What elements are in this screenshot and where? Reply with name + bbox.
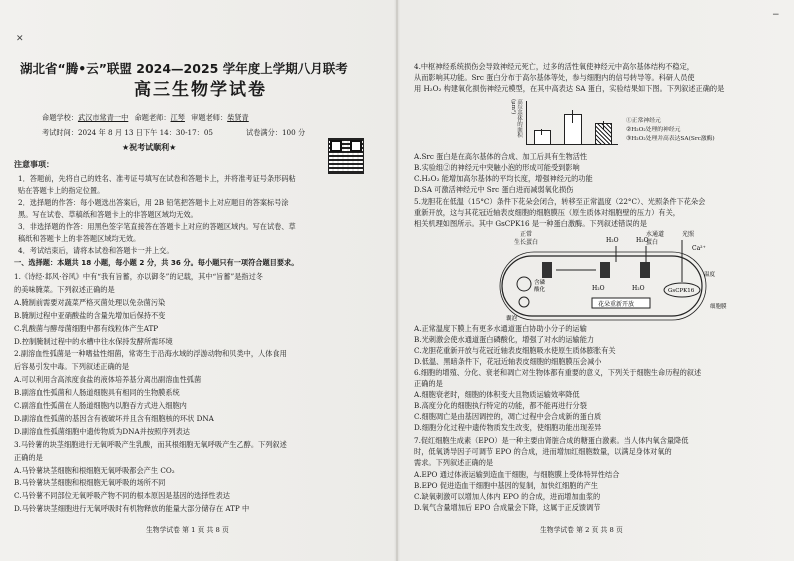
- notice-line: 黑。写在试卷、草稿纸和答题卡上的非答题区域均无效。: [18, 210, 198, 219]
- notice-line: 1．答题前，先将自己的姓名、准考证号填写在试卷和答题卡上，并将准考证号条形码粘: [18, 174, 296, 183]
- question-line: C.乳酸菌与酵母菌细胞中都有线粒体产生ATP: [14, 323, 159, 333]
- label-h2o-top-2: H₂O: [636, 237, 649, 244]
- question-line: B.马铃薯块茎细胞和根细胞无氧呼吸的场所不同: [14, 478, 166, 488]
- label-h2o-bottom-2: H₂O: [632, 285, 645, 292]
- question-line: A.马铃薯块茎细胞和根细胞无氧呼吸都会产生 CO₂: [14, 465, 175, 475]
- question-line: C.细胞凋亡是由基因调控的，凋亡过程中会合成新的蛋白质: [414, 412, 602, 421]
- question-line: B.高度分化的细胞执行特定的功能，都不能再进行分裂: [414, 401, 587, 410]
- option-line: A.Src 蛋白是在高尔基体的合成、加工后具有生物活性: [414, 152, 588, 161]
- question-line: 2.副溶血性弧菌是一种嗜盐性细菌，常寄生于沿海水域的浮游动物和贝类中，人体食用: [14, 349, 287, 359]
- chart-legend-entry: ②H₂O₂处理的神经元: [626, 127, 681, 133]
- exam-subtitle: 高三生物学试卷: [134, 80, 267, 100]
- exam-time: 考试时间：2024 年 8 月 13 日下午 14：30-17：05: [42, 128, 213, 137]
- chart-bar: [595, 123, 612, 145]
- golgi-bar-chart: [508, 99, 768, 151]
- chart-error-bar: [541, 129, 542, 136]
- water-channel-block-2: [640, 262, 650, 278]
- question-line: C.马铃薯不同部位无氧呼吸产物不同的根本原因是基因的选择性表达: [14, 491, 230, 501]
- chart-error-bar: [572, 110, 573, 123]
- question-line: D.马铃薯块茎细胞进行无氧呼吸时有机物释放的能量大部分储存在 ATP 中: [14, 504, 250, 514]
- page-fold: [396, 0, 398, 561]
- question-line: 6.细胞的增殖、分化、衰老和凋亡对生物体都有重要的意义，下列关于细胞生命历程的叙述: [414, 368, 702, 377]
- question-line: C.缺氧刺激可以增加人体内 EPO 的合成，进而增加血浆的: [414, 492, 601, 501]
- option-line: A.正常温度下膜上有更多水通道蛋白协助小分子的运输: [414, 324, 587, 333]
- chart-legend-entry: ①正常神经元: [626, 118, 661, 124]
- option-line: D.低温、黑暗条件下，花冠近轴表皮细胞的细胞膜压会减小: [414, 357, 602, 366]
- question-line: 时，低氧诱导因子可调节 EPO 的合成，进而增加红细胞数量，以满足身体对氧的: [414, 447, 672, 457]
- question-line: 1.《诗经·邶风·谷风》中有“我有旨蓄，亦以御冬”的记载，其中“旨蓄”是指过冬: [14, 272, 263, 281]
- right-page: [408, 0, 786, 561]
- question-line: 重新开放，这与其花冠近轴表皮细胞的细胞膜压（原生质体对细胞壁的压力）有关，: [414, 208, 680, 217]
- option-line: B.光刺激会使水通道蛋白磷酸化，增强了对水的运输能力: [414, 335, 595, 344]
- option-line: D.SA 可激活神经元中 Src 蛋白进而减弱氧化损伤: [414, 185, 574, 194]
- question-line: B.腌制过程中亚硝酸盐的含量先增加后保持不变: [14, 310, 166, 320]
- option-line: C.H₂O₂ 能增加高尔基体的平均长度，增强神经元的功能: [414, 174, 593, 183]
- label-temperature: 温度: [704, 272, 716, 278]
- question-line: A.EPO 通过体液运输到造血干细胞，与细胞膜上受体特异性结合: [414, 469, 620, 479]
- question-line: D.氧气含量增加后 EPO 合成量会下降，这属于正反馈调节: [414, 503, 601, 513]
- question-line: 4.中枢神经系统损伤会导致神经元死亡，过多的活性氧使神经元中高尔基体结构不稳定，: [414, 62, 694, 71]
- option-line: B.实验组②的神经元中突触小泡的形成可能受到影响: [414, 163, 580, 172]
- label-flower-open: 花朵重新开放: [598, 301, 635, 308]
- label-h2o-bottom-1: H₂O: [592, 285, 605, 292]
- chart-error-bar: [603, 121, 604, 130]
- label-water-channel-protein: 蛋白: [646, 239, 659, 246]
- notice-line: 2．选择题的作答：每小题选出答案后，用 2B 铅笔把答题卡上对应题目的答案标号涂: [18, 198, 289, 207]
- label-normal: 正常: [520, 231, 533, 238]
- author-line: 命题学校：武汉市常青一中 命题老师：江琴 审题老师：柴贤青: [42, 113, 249, 122]
- chart-ylabel: 高尔基体的面积(μm²): [510, 99, 522, 138]
- label-cell-membrane: 细胞膜: [710, 304, 727, 310]
- question-line: D.副溶血性弧菌细胞中遗传物质为DNA并按照序列表达: [14, 426, 190, 436]
- vesicle-shape: [517, 277, 531, 291]
- question-line: 3.马铃薯的块茎细胞进行无氧呼吸产生乳酸，而其根细胞无氧呼吸产生乙醇。下列叙述: [14, 439, 287, 449]
- label-calcium: Ca²⁺: [692, 245, 706, 252]
- question-line: B.副溶血性弧菌和人肠道细胞具有相同的生物膜系统: [14, 388, 180, 398]
- label-vesicle-golgi: 囊泡: [506, 316, 518, 322]
- question-line: B.EPO 促进造血干细胞中基因的复制，加快红细胞的产生: [414, 480, 598, 490]
- question-line: 7.促红细胞生成素（EPO）是一种主要由肾脏合成的糖蛋白激素。当人体内氧含量降低: [414, 436, 689, 445]
- question-line: A.腌制前需要对蔬菜严格灭菌处理以免杂菌污染: [14, 297, 166, 307]
- question-line: A.可以利用含高浓度食盐的液体培养基分离出副溶血性弧菌: [14, 375, 202, 385]
- label-growth-protein: 生长蛋白: [514, 239, 539, 246]
- notice-line: 贴在答题卡上的指定位置。: [18, 186, 105, 195]
- left-page: [10, 0, 388, 561]
- growth-protein-block: [542, 262, 552, 278]
- chart-legend-entry: ③H₂O₂处理并高表达SA(Src激酶): [626, 136, 715, 142]
- label-h2o-top-1: H₂O: [606, 237, 619, 244]
- notice-line: 稿纸和答题卡上的非答题区域均无效。: [18, 234, 141, 243]
- label-acidified: 酸化: [534, 287, 546, 293]
- question-line: 需求。下列叙述正确的是: [414, 458, 494, 468]
- vesicle-shape-2: [519, 297, 529, 307]
- question-line: D.控制腌制过程中的水槽中往水保持发酵所需环境: [14, 336, 173, 346]
- wish-line: ★祝考试顺利★: [122, 143, 177, 152]
- question-line: C.副溶血性弧菌在人肠道细胞内以胞吞方式进入细胞内: [14, 401, 187, 410]
- notice-line: 3．非选择题的作答：用黑色签字笔直接答在答题卡上对应的答题区域内。写在试卷、草: [18, 222, 296, 231]
- chart-y-axis: [526, 101, 527, 145]
- question-line: 从而影响其功能。Src 蛋白分布于高尔基体等处，参与细胞内的信号转导等。科研人员使: [414, 73, 695, 82]
- scan-mark-right: −: [772, 10, 780, 20]
- question-line: D.副溶血性弧菌的基因含有被破坏并且含有细胞核的环状 DNA: [14, 413, 214, 423]
- question-line: 正确的是: [414, 379, 443, 388]
- question-line: 用 H₂O₂ 构建氧化损伤神经元模型，在其中高表达 SA 蛋白，实验结果如下图。下列叙述正确的是: [414, 84, 725, 93]
- question-line: 5.龙胆花在低温（15°C）条件下花朵会闭合，转移至正常温度（22°C）、光照条件下花朵会: [414, 197, 706, 206]
- left-footer: 生物学试卷 第 1 页 共 8 页: [146, 526, 229, 534]
- exam-score: 试卷满分：100 分: [246, 128, 306, 137]
- label-light: 光照: [682, 231, 695, 238]
- chart-plot-area: [526, 101, 618, 145]
- option-line: C.龙胆花重新开放与花冠近轴表皮细胞吸水使原生质体膨胀有关: [414, 346, 616, 355]
- question-line: 后容易引发中毒。下列叙述正确的是: [14, 362, 130, 372]
- question-line: 的美味腌菜。下列叙述正确的是: [14, 284, 115, 294]
- water-channel-block: [600, 262, 610, 278]
- question-line: 正确的是: [14, 452, 43, 462]
- label-gscpk16: GsCPK16: [668, 288, 695, 294]
- exam-title: 湖北省“腾•云”联盟 2024—2025 学年度上学期八月联考: [20, 61, 348, 76]
- qr-code-icon: [328, 138, 364, 174]
- gentian-mechanism-diagram: [496, 228, 756, 324]
- question-line: 相关机理如图所示。其中 GsCPK16 是一种蛋白激酶。下列叙述错误的是: [414, 219, 647, 228]
- label-water-channel: 水通道: [646, 231, 665, 238]
- notice-heading: 注意事项：: [14, 160, 54, 169]
- question-line: D.细胞分化过程中遗传物质发生改变，使细胞功能出现差异: [414, 423, 602, 432]
- label-vesicle: 含磷: [534, 280, 546, 286]
- section-heading: 一、选择题：本题共 18 小题，每小题 2 分，共 36 分。每小题只有一项符合题目要求。: [14, 258, 299, 267]
- right-footer: 生物学试卷 第 2 页 共 8 页: [540, 526, 623, 534]
- scan-mark-left: ✕: [16, 34, 24, 44]
- notice-line: 4．考试结束后，请将本试卷和答题卡一并上交。: [18, 246, 174, 255]
- question-line: A.细胞衰老时，细胞的体积变大且物质运输效率降低: [414, 390, 580, 399]
